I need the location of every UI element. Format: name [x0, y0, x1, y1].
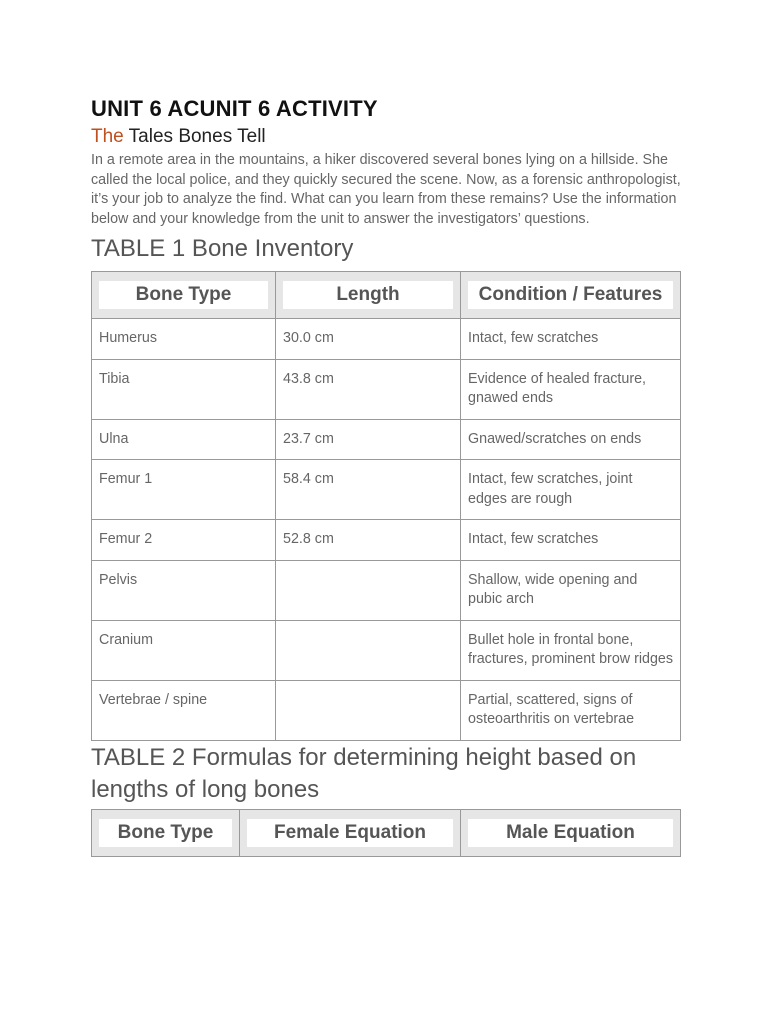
table-header-row [92, 272, 681, 319]
document-subtitle [91, 124, 681, 150]
subtitle-rest: Tales Bones Tell [123, 126, 266, 147]
cell-length: 23.7 cm [276, 419, 461, 460]
header-cell [276, 272, 461, 319]
header-female-equation: Female Equation [247, 819, 453, 847]
cell-length: 52.8 cm [276, 520, 461, 561]
cell-condition: Partial, scattered, signs of osteoarthritis on vertebrae [461, 680, 681, 740]
header-cell [240, 809, 461, 856]
table-row [92, 560, 681, 620]
header-cell [92, 272, 276, 319]
cell-condition: Intact, few scratches [461, 319, 681, 360]
cell-condition: Shallow, wide opening and pubic arch [461, 560, 681, 620]
table-header-row [92, 809, 681, 856]
intro-paragraph: In a remote area in the mountains, a hiker discovered several bones lying on a hillside. She called the local police, and they quickly secured the scene. Now, as a forensic anthropologist, it’s your job to analyze the find. What can you learn from these remains? Use the information below and your knowledge from the unit to answer the investigators’ questions. [91, 152, 681, 227]
cell-condition: Intact, few scratches, joint edges are rough [461, 460, 681, 520]
table1-title: TABLE 1 Bone Inventory [91, 235, 354, 262]
cell-condition: Bullet hole in frontal bone, fractures, prominent brow ridges [461, 620, 681, 680]
bone-inventory-table [91, 271, 681, 741]
cell-bone-type: Cranium [92, 620, 276, 680]
cell-length [276, 620, 461, 680]
table2-title: TABLE 2 Formulas for determining height based on lengths of long bones [91, 743, 637, 803]
table-row [92, 319, 681, 360]
cell-length [276, 560, 461, 620]
document-title: UNIT 6 ACUNIT 6 ACTIVITY [91, 96, 378, 121]
cell-condition: Evidence of healed fracture, gnawed ends [461, 359, 681, 419]
table-row [92, 680, 681, 740]
table-row [92, 419, 681, 460]
cell-length: 30.0 cm [276, 319, 461, 360]
table-row [92, 460, 681, 520]
subtitle-accent: The [91, 126, 124, 147]
cell-bone-type: Pelvis [92, 560, 276, 620]
header-cell [461, 809, 681, 856]
header-male-equation: Male Equation [468, 819, 673, 847]
header-condition: Condition / Features [468, 281, 673, 309]
header-cell [92, 809, 240, 856]
table-row [92, 359, 681, 419]
table-row [92, 520, 681, 561]
cell-length: 43.8 cm [276, 359, 461, 419]
cell-bone-type: Femur 2 [92, 520, 276, 561]
header-bone-type: Bone Type [99, 281, 268, 309]
height-formulas-table [91, 809, 681, 857]
cell-bone-type: Tibia [92, 359, 276, 419]
header-bone-type: Bone Type [99, 819, 232, 847]
cell-bone-type: Humerus [92, 319, 276, 360]
table-row [92, 620, 681, 680]
cell-bone-type: Femur 1 [92, 460, 276, 520]
cell-length: 58.4 cm [276, 460, 461, 520]
header-length: Length [283, 281, 453, 309]
header-cell [461, 272, 681, 319]
cell-length [276, 680, 461, 740]
cell-bone-type: Vertebrae / spine [92, 680, 276, 740]
cell-condition: Intact, few scratches [461, 520, 681, 561]
cell-condition: Gnawed/scratches on ends [461, 419, 681, 460]
cell-bone-type: Ulna [92, 419, 276, 460]
document-page [91, 94, 681, 857]
